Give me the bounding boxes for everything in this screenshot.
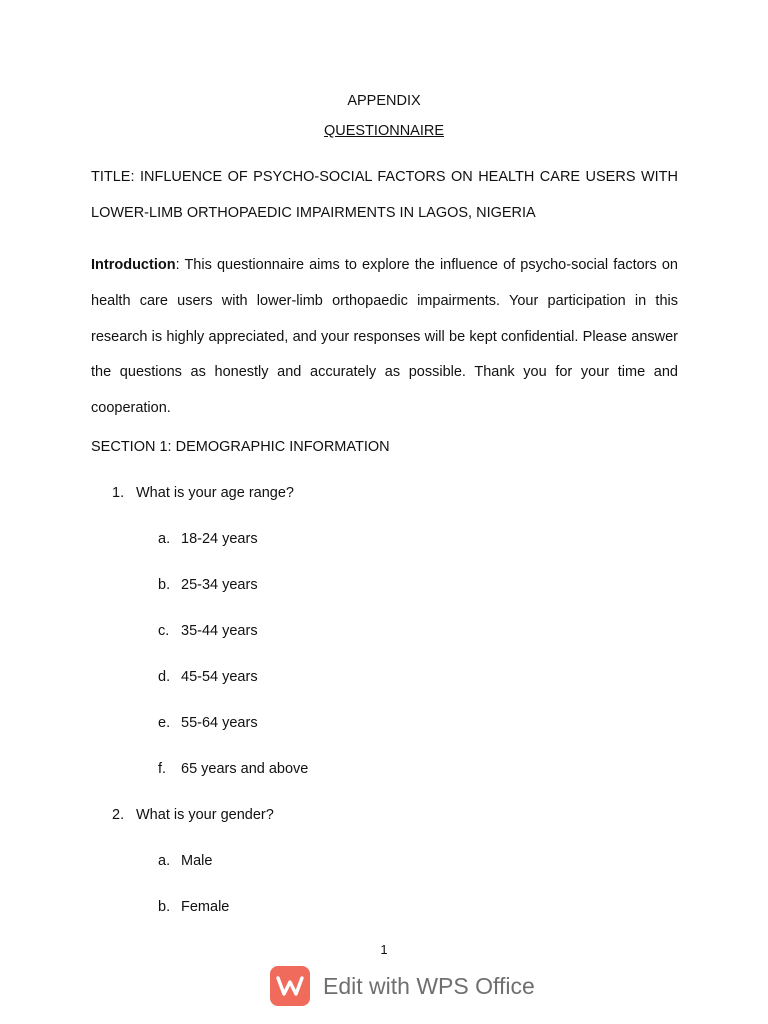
option-letter: b. bbox=[158, 899, 171, 915]
questionnaire-heading: QUESTIONNAIRE bbox=[323, 123, 445, 139]
option-item bbox=[158, 899, 229, 915]
option-letter: a. bbox=[158, 853, 171, 869]
option-letter: c. bbox=[158, 623, 170, 639]
introduction-paragraph bbox=[91, 248, 678, 427]
option-text: 55-64 years bbox=[181, 715, 258, 731]
option-text: Female bbox=[181, 899, 230, 915]
question-text: What is your gender? bbox=[136, 807, 274, 823]
edit-with-wps-banner[interactable] bbox=[270, 964, 535, 1008]
appendix-heading: APPENDIX bbox=[347, 93, 421, 109]
option-letter: e. bbox=[158, 715, 171, 731]
option-letter: a. bbox=[158, 531, 171, 547]
question-1 bbox=[112, 485, 294, 501]
option-item bbox=[158, 623, 258, 639]
wps-w-glyph-icon bbox=[275, 973, 305, 999]
introduction-label: Introduction bbox=[91, 257, 176, 273]
option-text: 45-54 years bbox=[181, 669, 258, 685]
option-text: 35-44 years bbox=[181, 623, 258, 639]
option-letter: d. bbox=[158, 669, 171, 685]
option-text: Male bbox=[181, 853, 213, 869]
option-letter: b. bbox=[158, 577, 171, 593]
wps-logo-icon[interactable] bbox=[270, 966, 310, 1006]
option-item bbox=[158, 761, 308, 777]
section-1-heading: SECTION 1: DEMOGRAPHIC INFORMATION bbox=[91, 439, 390, 455]
option-item bbox=[158, 669, 258, 685]
question-text: What is your age range? bbox=[136, 485, 294, 501]
option-item bbox=[158, 853, 212, 869]
question-number: 2. bbox=[112, 807, 125, 823]
option-letter: f. bbox=[158, 761, 167, 777]
option-text: 18-24 years bbox=[181, 531, 258, 547]
document-title-line-2: LOWER-LIMB ORTHOPAEDIC IMPAIRMENTS IN LAGOS, NIGERIA bbox=[91, 205, 536, 221]
introduction-text: : This questionnaire aims to explore the influence of psycho-social factors on health care users with lower-limb orthopaedic impairments. Your participation in this research is highly appreciated, and your responses will be kept confidential. Please answer the questions as honestly and accurately as possible. Thank you for your time and cooperation. bbox=[91, 257, 678, 417]
edit-with-wps-label[interactable]: Edit with WPS Office bbox=[323, 972, 535, 999]
page-number: 1 bbox=[380, 942, 388, 957]
option-item bbox=[158, 531, 258, 547]
option-text: 25-34 years bbox=[181, 577, 258, 593]
question-number: 1. bbox=[112, 485, 125, 501]
option-item bbox=[158, 577, 258, 593]
option-text: 65 years and above bbox=[181, 761, 309, 777]
question-2 bbox=[112, 807, 274, 823]
document-title-line-1: TITLE: INFLUENCE OF PSYCHO-SOCIAL FACTORS ON HEALTH CARE USERS WITH bbox=[91, 169, 678, 185]
option-item bbox=[158, 715, 258, 731]
